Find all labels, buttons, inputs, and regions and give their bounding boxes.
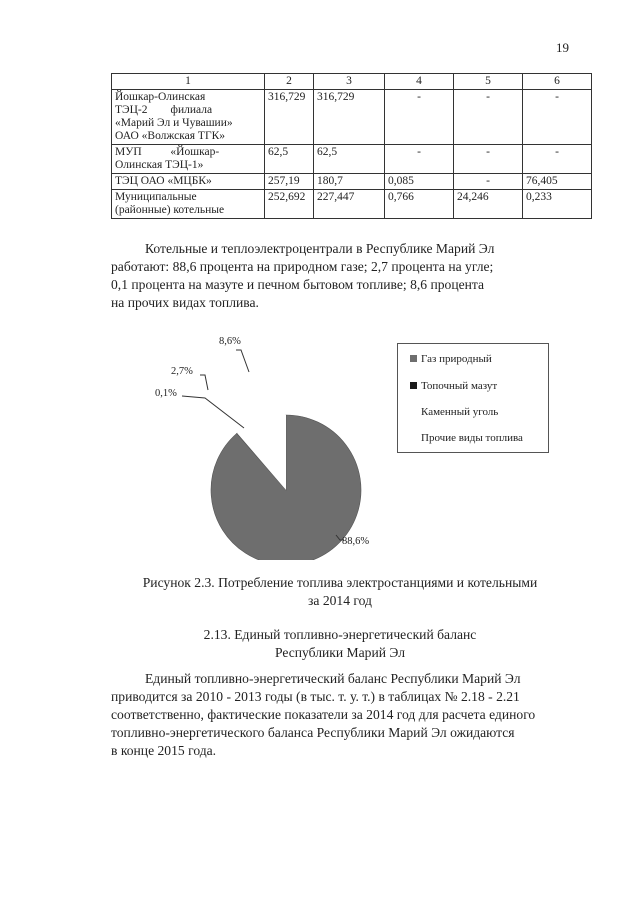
row-name-cell: [112, 190, 265, 219]
row-name-line: ТЭЦ ОАО «МЦБК»: [115, 175, 212, 187]
caption-line: Рисунок 2.3. Потребление топлива электростанциями и котельными: [142, 575, 538, 590]
heading-line: Республики Марий Эл: [274, 645, 406, 660]
legend-item-gas: [410, 353, 492, 365]
value-cell: 316,729: [265, 90, 314, 145]
fuel-table: [111, 73, 592, 219]
chart-legend: [397, 343, 549, 453]
pie-label-0-1: 0,1%: [155, 388, 177, 399]
header-cell: 3: [314, 74, 385, 90]
value-cell: 76,405: [523, 174, 592, 190]
paragraph-fuel-shares: [111, 240, 573, 312]
value-cell: 0,766: [385, 190, 454, 219]
row-name-line: Йошкар-Олинская: [115, 91, 206, 103]
caption-line: за 2014 год: [308, 593, 372, 608]
value-cell: -: [385, 90, 454, 145]
figure-caption: [100, 574, 580, 610]
table-row: [112, 90, 592, 145]
value-cell: -: [523, 145, 592, 174]
value-cell: -: [454, 174, 523, 190]
leader-line: [200, 375, 208, 390]
legend-label: Каменный уголь: [421, 406, 499, 418]
leader-line: [182, 396, 244, 428]
heading-line: 2.13. Единый топливно-энергетический баланс: [203, 627, 477, 642]
header-cell: 4: [385, 74, 454, 90]
text-line: приводится за 2010 - 2013 годы (в тыс. т. у. т.) в таблицах № 2.18 - 2.21: [111, 689, 520, 704]
text-line: 0,1 процента на мазуте и печном бытовом топливе; 8,6 процента: [111, 277, 485, 292]
value-cell: 257,19: [265, 174, 314, 190]
value-cell: 24,246: [454, 190, 523, 219]
legend-swatch: [410, 355, 417, 362]
legend-swatch: [410, 382, 417, 389]
text-line: в конце 2015 года.: [111, 743, 217, 758]
value-cell: -: [385, 145, 454, 174]
leader-line: [236, 350, 249, 372]
pie-label-2-7: 2,7%: [171, 366, 193, 377]
header-cell: 2: [265, 74, 314, 90]
text-line: соответственно, фактические показатели за 2014 год для расчета единого: [111, 707, 536, 722]
table-header-row: [112, 74, 592, 90]
paragraph-balance: [111, 670, 573, 760]
legend-item-coal: [421, 406, 498, 418]
row-name-cell: [112, 90, 265, 145]
value-cell: 227,447: [314, 190, 385, 219]
table-row: [112, 145, 592, 174]
value-cell: 62,5: [265, 145, 314, 174]
text-line: Котельные и теплоэлектроцентрали в Республике Марий Эл: [145, 241, 495, 256]
value-cell: -: [454, 145, 523, 174]
row-name-cell: [112, 145, 265, 174]
row-name-line: ТЭЦ-2 филиала: [115, 104, 213, 116]
text-line: Единый топливно-энергетический баланс Республики Марий Эл: [145, 671, 521, 686]
value-cell: 180,7: [314, 174, 385, 190]
legend-label: Газ природный: [421, 353, 492, 365]
header-cell: 6: [523, 74, 592, 90]
value-cell: 62,5: [314, 145, 385, 174]
text-line: на прочих видах топлива.: [111, 295, 259, 310]
row-name-line: (районные) котельные: [115, 204, 225, 216]
table-row: [112, 190, 592, 219]
value-cell: -: [454, 90, 523, 145]
section-heading: [100, 626, 580, 662]
value-cell: -: [523, 90, 592, 145]
row-name-line: ОАО «Волжская ТГК»: [115, 130, 226, 142]
value-cell: 252,692: [265, 190, 314, 219]
table-row: [112, 174, 592, 190]
page-number: 19: [556, 40, 569, 55]
row-name-line: МУП «Йошкар-: [115, 146, 220, 158]
pie-label-8-6: 8,6%: [219, 336, 241, 347]
row-name-line: «Марий Эл и Чувашии»: [115, 117, 233, 129]
header-cell: 5: [454, 74, 523, 90]
pie-chart: [140, 330, 390, 560]
row-name-line: Олинская ТЭЦ-1»: [115, 159, 204, 171]
legend-item-other: [421, 432, 523, 444]
row-name-line: Муниципальные: [115, 191, 197, 203]
text-line: работают: 88,6 процента на природном газе; 2,7 процента на угле;: [111, 259, 494, 274]
pie-label-88-6: 88,6%: [342, 536, 370, 547]
legend-label: Топочный мазут: [421, 380, 498, 392]
row-name-cell: [112, 174, 265, 190]
value-cell: 316,729: [314, 90, 385, 145]
value-cell: 0,085: [385, 174, 454, 190]
legend-item-fuel-oil: [410, 380, 497, 392]
value-cell: 0,233: [523, 190, 592, 219]
text-line: топливно-энергетического баланса Республики Марий Эл ожидаются: [111, 725, 515, 740]
legend-label: Прочие виды топлива: [421, 432, 523, 444]
header-cell: 1: [112, 74, 265, 90]
